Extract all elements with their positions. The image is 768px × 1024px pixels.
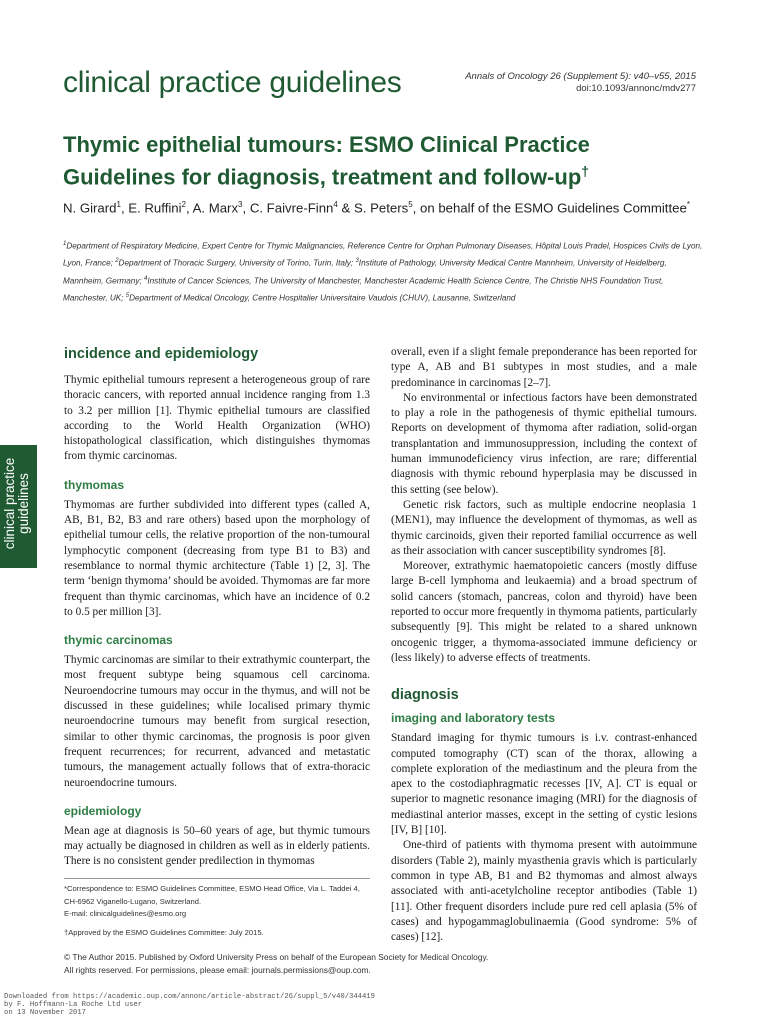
journal-line: Annals of Oncology 26 (Supplement 5): v40–v55, 2015 [465, 71, 696, 82]
side-tab [0, 445, 37, 568]
affiliation: Institute of Pathology, University Medical Centre Mannheim, University of Heidelberg, Mannheim, Germany; [63, 259, 667, 286]
author-separator: , [186, 200, 193, 216]
doi[interactable]: doi:10.1093/annonc/mdv277 [576, 83, 696, 94]
download-line: Downloaded from https://academic.oup.com/annonc/article-abstract/26/suppl_5/v40/344419 [4, 993, 375, 1001]
side-tab-label [3, 442, 40, 565]
author-separator: , [242, 200, 250, 216]
subsection-heading-epidemiology: epidemiology [64, 803, 142, 818]
download-line: on 13 November 2017 [4, 1009, 86, 1017]
author-affil-mark: 5 [408, 200, 413, 209]
author-separator: , [120, 200, 129, 216]
affiliation: Institute of Cancer Sciences, The University of Manchester, Manchester Academic Health Science Centre, The Christie NHS Foundation Trust, Manchester, UK; [63, 276, 664, 303]
title-dagger: † [581, 163, 590, 179]
permissions-line: All rights reserved. For permissions, please email: journals.permissions@oup.com. [64, 965, 371, 975]
affil-mark: 3 [355, 258, 359, 265]
journal-info [440, 71, 696, 95]
paragraph: No environmental or infectious factors have been demonstrated to play a role in the pathogenesis of thymic epithelial tumours. Reports on development of thymoma after radiation, solid-organ transplantation and immunosuppression, including the context of human immunodeficiency virus infection, are rare; differential diagnosis with thymic rebound hyperplasia may be discussed in this setting (see below). [391, 391, 697, 496]
paragraph: overall, even if a slight female preponderance has been reported for type A, AB and B1 subtypes in most studies, and a male predominance in carcinomas [2–7]. [391, 346, 697, 389]
subsection-heading-imaging: imaging and laboratory tests [391, 711, 556, 726]
affiliations [63, 237, 708, 306]
author-affil-mark: 4 [333, 200, 338, 209]
side-tab-line: guidelines [16, 473, 31, 534]
correspondence-email[interactable]: E-mail: clinicalguidelines@esmo.org [64, 909, 187, 918]
author: S. Peters [353, 200, 409, 216]
affil-mark: 1 [63, 241, 67, 247]
section-heading-diagnosis: diagnosis [391, 687, 459, 704]
author: C. Faivre-Finn [249, 200, 334, 216]
affil-mark: 5 [125, 292, 130, 299]
paragraph: Mean age at diagnosis is 50–60 years of age, but thymic tumours may actually be diagnosed in children as well as in elderly patients. There is no consistent gender predilection in thymomas [64, 824, 370, 868]
approval-note: †Approved by the ESMO Guidelines Committee: July 2015. [64, 927, 264, 937]
author-affil-mark: 1 [116, 200, 121, 209]
footnotes [64, 878, 370, 939]
affiliation: Department of Thoracic Surgery, University of Torino, Turin, Italy; [118, 259, 356, 269]
paragraph: Thymic epithelial tumours represent a heterogeneous group of rare thoracic cancers, with reported annual incidence ranging from 1.3 to 3.2 per million [1]. Thymic epithelial tumours are classified according to the World Health Organization (WHO) histopathological classification, which distinguishes thymomas from thymic carcinomas. [64, 374, 370, 463]
paragraph: Thymic carcinomas are similar to their extrathymic counterpart, the most frequent subtype being squamous cell carcinoma. Neuroendocrine tumours may occur in the thymus, and will not be discussed in these guidelines; while localised primary thymic neuroendocrine tumours may benefit from surgical resection, similar to other thymic carcinomas, the prognosis is poor given frequent recurrences; for recurrent, advanced and metastatic tumours, the management actually follows that of extra-thoracic neuroendocrine tumours. [64, 654, 370, 789]
paragraph: Standard imaging for thymic tumours is i.v. contrast-enhanced computed tomography (CT) scan of the thorax, allowing a complete exploration of the mediastinum and the pleura from the apex to the costodiaphragmatic recesses [IV, A]. CT is equal or superior to magnetic resonance imaging (MRI) for the diagnosis of mediastinal anterior masses, except in the setting of cystic lesions [IV, B] [10]. [391, 732, 697, 837]
subsection-heading-carcinomas: thymic carcinomas [64, 633, 173, 648]
paragraph: Genetic risk factors, such as multiple endocrine neoplasia 1 (MEN1), may influence the development of thymomas, as well as thymic carcinoids, given their reported familial occurrence as well as their association with cancer susceptibility syndromes [8]. [391, 498, 697, 557]
subsection-heading-thymomas: thymomas [64, 477, 125, 492]
author-affil-mark: 3 [238, 200, 243, 209]
affil-mark: 2 [115, 258, 119, 265]
author: N. Girard [63, 200, 117, 216]
correspondence-note: *Correspondence to: ESMO Guidelines Committee, ESMO Head Office, Via L. Taddei 4, CH-6962 Viganello-Lugano, Switzerland. [64, 884, 360, 906]
correspondence-mark: * [686, 200, 690, 209]
download-line: by F. Hoffmann-La Roche Ltd user [4, 1001, 143, 1009]
affiliation: Department of Respiratory Medicine, Expert Centre for Thymic Malignancies, Reference Centre for Orphan Pulmonary Diseases, Hôpital Louis Pradel, Hospices Civils de Lyon, Lyon, France; [63, 241, 703, 269]
paragraph: Thymomas are further subdivided into different types (called A, AB, B1, B2, B3 and rare others) based upon the morphology of epithelial tumour cells, the relative proportion of the non-tumoural lymphocytic component (decreasing from type B1 to B3) and resemblance to normal thymic architecture (Table 1) [2, 3]. The term ‘benign thymoma’ should be avoided. Thymomas are far more frequent than thymic carcinomas, which have an incidence of 0.2 to 0.5 per million [3]. [64, 498, 370, 618]
paragraph: Moreover, extrathymic haematopoietic cancers (mostly diffuse large B-cell lymphoma and leukaemia) and a broad spectrum of solid cancers (stomach, pancreas, colon and thyroid) have been reported to occur more frequently in thymoma patients, particularly subsequently [9]. This might be related to a shared unknown oncogenic trigger, a thymoma-associated immune deficiency or (less likely) to adverse effects of treatments. [391, 560, 697, 664]
authors [63, 195, 703, 217]
authors-suffix: on behalf of the ESMO Guidelines Committee [419, 200, 687, 216]
right-column [391, 345, 697, 945]
author-affil-mark: 2 [181, 200, 186, 209]
copyright-line: © The Author 2015. Published by Oxford University Press on behalf of the European Society for Medical Oncology. [64, 952, 489, 962]
author-separator: & [337, 200, 354, 216]
download-stamp [4, 993, 424, 1017]
article-title-text: Thymic epithelial tumours: ESMO Clinical Practice Guidelines for diagnosis, treatment and follow-up [63, 132, 590, 190]
side-tab-line: clinical practice [2, 457, 17, 550]
left-column [64, 345, 370, 870]
article-title [63, 132, 703, 190]
affiliation: Department of Medical Oncology, Centre Hospitalier Universitaire Vaudois (CHUV), Lausanne, Switzerland [129, 293, 516, 303]
author: E. Ruffini [128, 200, 182, 216]
paragraph: One-third of patients with thymoma present with autoimmune disorders (Table 2), mainly myasthenia gravis which is particularly common in type AB, B1 and B2 thymomas and almost always associated with anti-acetylcholine receptor antibodies (Table 1) [11]. Other frequent disorders include pure red cell aplasia (5% of cases) and hypogammaglobulinaemia (Good syndrome: 5% of cases) [12]. [391, 839, 697, 944]
affil-mark: 4 [144, 275, 148, 282]
copyright-block [64, 951, 704, 977]
series-title: clinical practice guidelines [63, 66, 402, 99]
author-separator: , [412, 200, 420, 216]
author: A. Marx [192, 200, 239, 216]
section-heading-incidence: incidence and epidemiology [64, 346, 259, 362]
